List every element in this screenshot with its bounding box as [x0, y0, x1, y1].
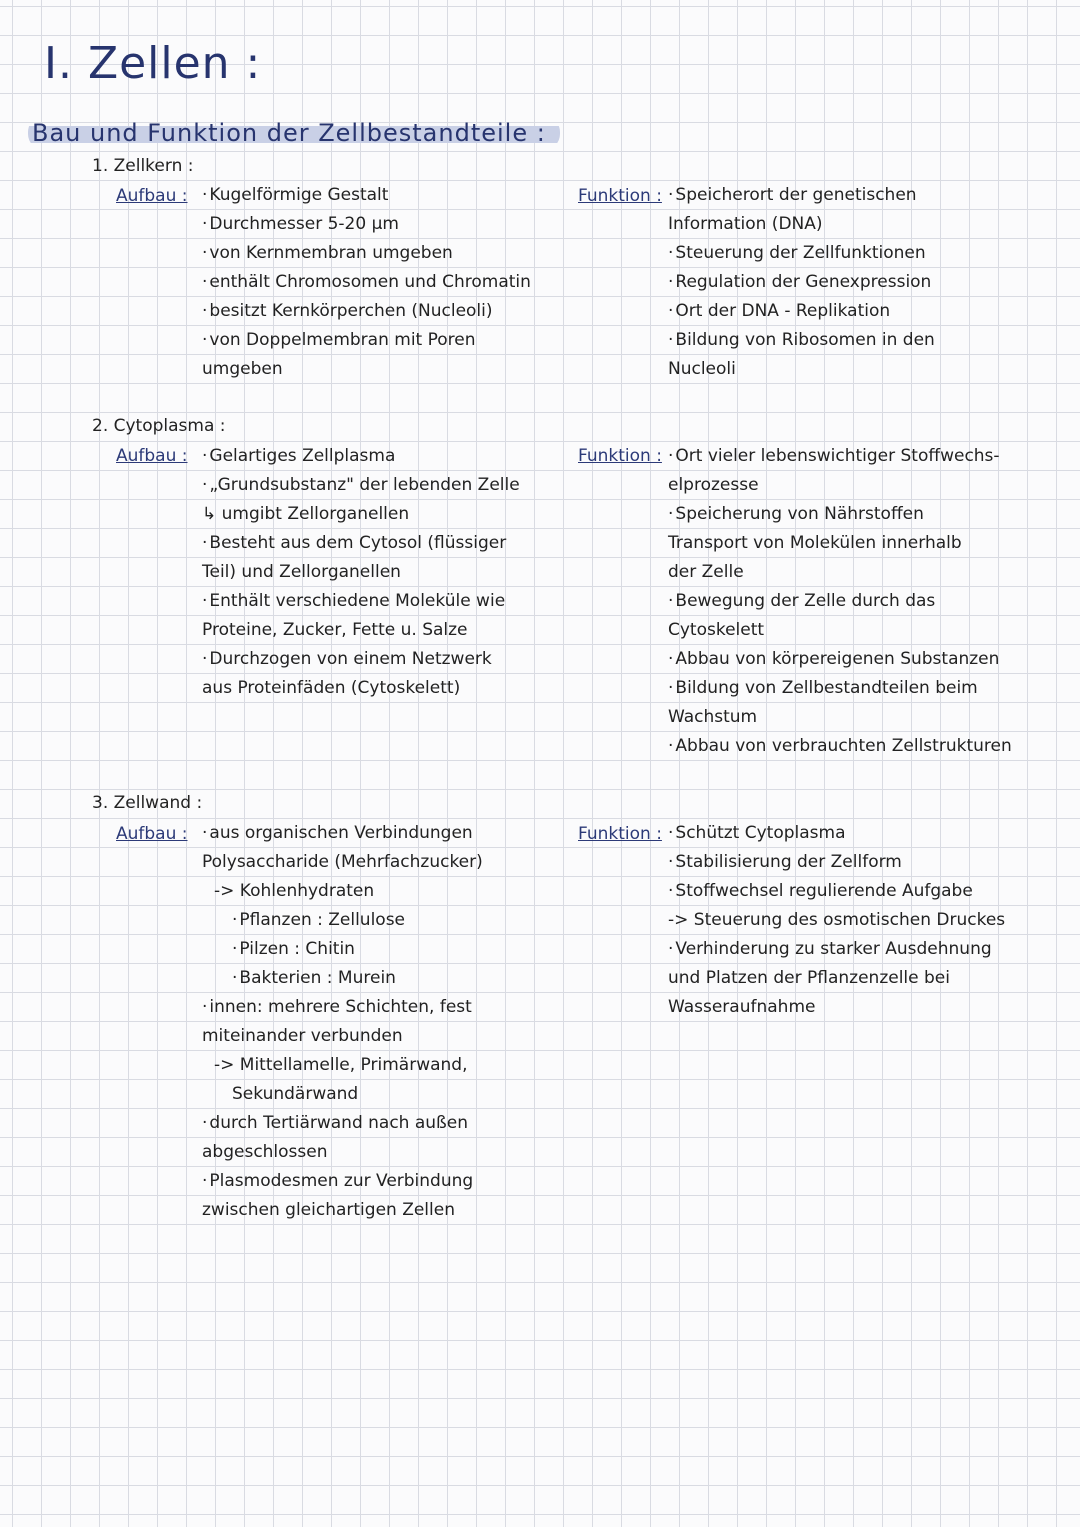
funktion-label: Funktion : [578, 446, 662, 466]
list-item: abgeschlossen [202, 1142, 328, 1162]
list-item: · Speicherort der genetischen [668, 181, 935, 210]
aufbau-list [202, 819, 483, 1225]
list-item: · Besteht aus dem Cytosol (flüssiger [202, 529, 520, 558]
list-item: · Plasmodesmen zur Verbindung [202, 1167, 483, 1196]
list-item: aus Proteinfäden (Cytoskelett) [202, 678, 461, 698]
list-item: zwischen gleichartigen Zellen [202, 1200, 455, 1220]
aufbau-label: Aufbau : [116, 824, 188, 844]
funktion-label: Funktion : [578, 186, 662, 206]
list-item: Information (DNA) [668, 214, 823, 234]
list-item: · Durchmesser 5-20 µm [202, 210, 531, 239]
list-item: · enthält Chromosomen und Chromatin [202, 268, 531, 297]
list-item: Wachstum [668, 707, 758, 727]
list-item: · Durchzogen von einem Netzwerk [202, 645, 520, 674]
list-item: -> Kohlenhydraten [214, 881, 375, 901]
aufbau-list [202, 442, 520, 703]
list-item: · Kugelförmige Gestalt [202, 181, 531, 210]
list-item: Nucleoli [668, 359, 736, 379]
section-heading: 1. Zellkern : [92, 156, 194, 176]
list-item: · Pflanzen : Zellulose [202, 906, 483, 935]
list-item: Wasseraufnahme [668, 997, 816, 1017]
list-item: · Ort der DNA - Replikation [668, 297, 935, 326]
list-item: und Platzen der Pflanzenzelle bei [668, 968, 950, 988]
list-item: · Abbau von körpereigenen Substanzen [668, 645, 1012, 674]
list-item: · von Kernmembran umgeben [202, 239, 531, 268]
list-item: Proteine, Zucker, Fette u. Salze [202, 620, 468, 640]
funktion-list [668, 181, 935, 384]
list-item: umgeben [202, 359, 283, 379]
list-item: Polysaccharide (Mehrfachzucker) [202, 852, 483, 872]
list-item: -> Steuerung des osmotischen Druckes [668, 910, 1006, 930]
list-item: ↳ umgibt Zellorganellen [202, 504, 410, 524]
funktion-list [668, 819, 1005, 1022]
list-item: · Stoffwechsel regulierende Aufgabe [668, 877, 1005, 906]
list-item: · aus organischen Verbindungen [202, 819, 483, 848]
list-item: · Gelartiges Zellplasma [202, 442, 520, 471]
list-item: · Steuerung der Zellfunktionen [668, 239, 935, 268]
list-item: · von Doppelmembran mit Poren [202, 326, 531, 355]
list-item: · Pilzen : Chitin [202, 935, 483, 964]
list-item: · innen: mehrere Schichten, fest [202, 993, 483, 1022]
section-heading: 3. Zellwand : [92, 793, 203, 813]
list-item: · Stabilisierung der Zellform [668, 848, 1005, 877]
list-item: · Speicherung von Nährstoffen [668, 500, 1012, 529]
list-item: Sekundärwand [232, 1084, 359, 1104]
aufbau-list [202, 181, 531, 384]
list-item: · „Grundsubstanz" der lebenden Zelle [202, 471, 520, 500]
list-item: der Zelle [668, 562, 744, 582]
list-item: · Bakterien : Murein [202, 964, 483, 993]
list-item: · Bewegung der Zelle durch das [668, 587, 1012, 616]
list-item: · Enthält verschiedene Moleküle wie [202, 587, 520, 616]
list-item: · Bildung von Zellbestandteilen beim [668, 674, 1012, 703]
section-heading: 2. Cytoplasma : [92, 416, 226, 436]
list-item: · durch Tertiärwand nach außen [202, 1109, 483, 1138]
list-item: Cytoskelett [668, 620, 765, 640]
list-item: -> Mittellamelle, Primärwand, [214, 1055, 468, 1075]
list-item: · Ort vieler lebenswichtiger Stoffwechs- [668, 442, 1012, 471]
list-item: · Abbau von verbrauchten Zellstrukturen [668, 732, 1012, 761]
list-item: Teil) und Zellorganellen [202, 562, 401, 582]
aufbau-label: Aufbau : [116, 186, 188, 206]
list-item: · Verhinderung zu starker Ausdehnung [668, 935, 1005, 964]
page-subtitle: Bau und Funktion der Zellbestandteile : [28, 116, 560, 150]
list-item: elprozesse [668, 475, 759, 495]
list-item: · Bildung von Ribosomen in den [668, 326, 935, 355]
funktion-label: Funktion : [578, 824, 662, 844]
list-item: miteinander verbunden [202, 1026, 403, 1046]
page-title: I. Zellen : [44, 38, 262, 89]
list-item: · besitzt Kernkörperchen (Nucleoli) [202, 297, 531, 326]
aufbau-label: Aufbau : [116, 446, 188, 466]
list-item: · Schützt Cytoplasma [668, 819, 1005, 848]
list-item: Transport von Molekülen innerhalb [668, 533, 962, 553]
funktion-list [668, 442, 1012, 761]
list-item: · Regulation der Genexpression [668, 268, 935, 297]
